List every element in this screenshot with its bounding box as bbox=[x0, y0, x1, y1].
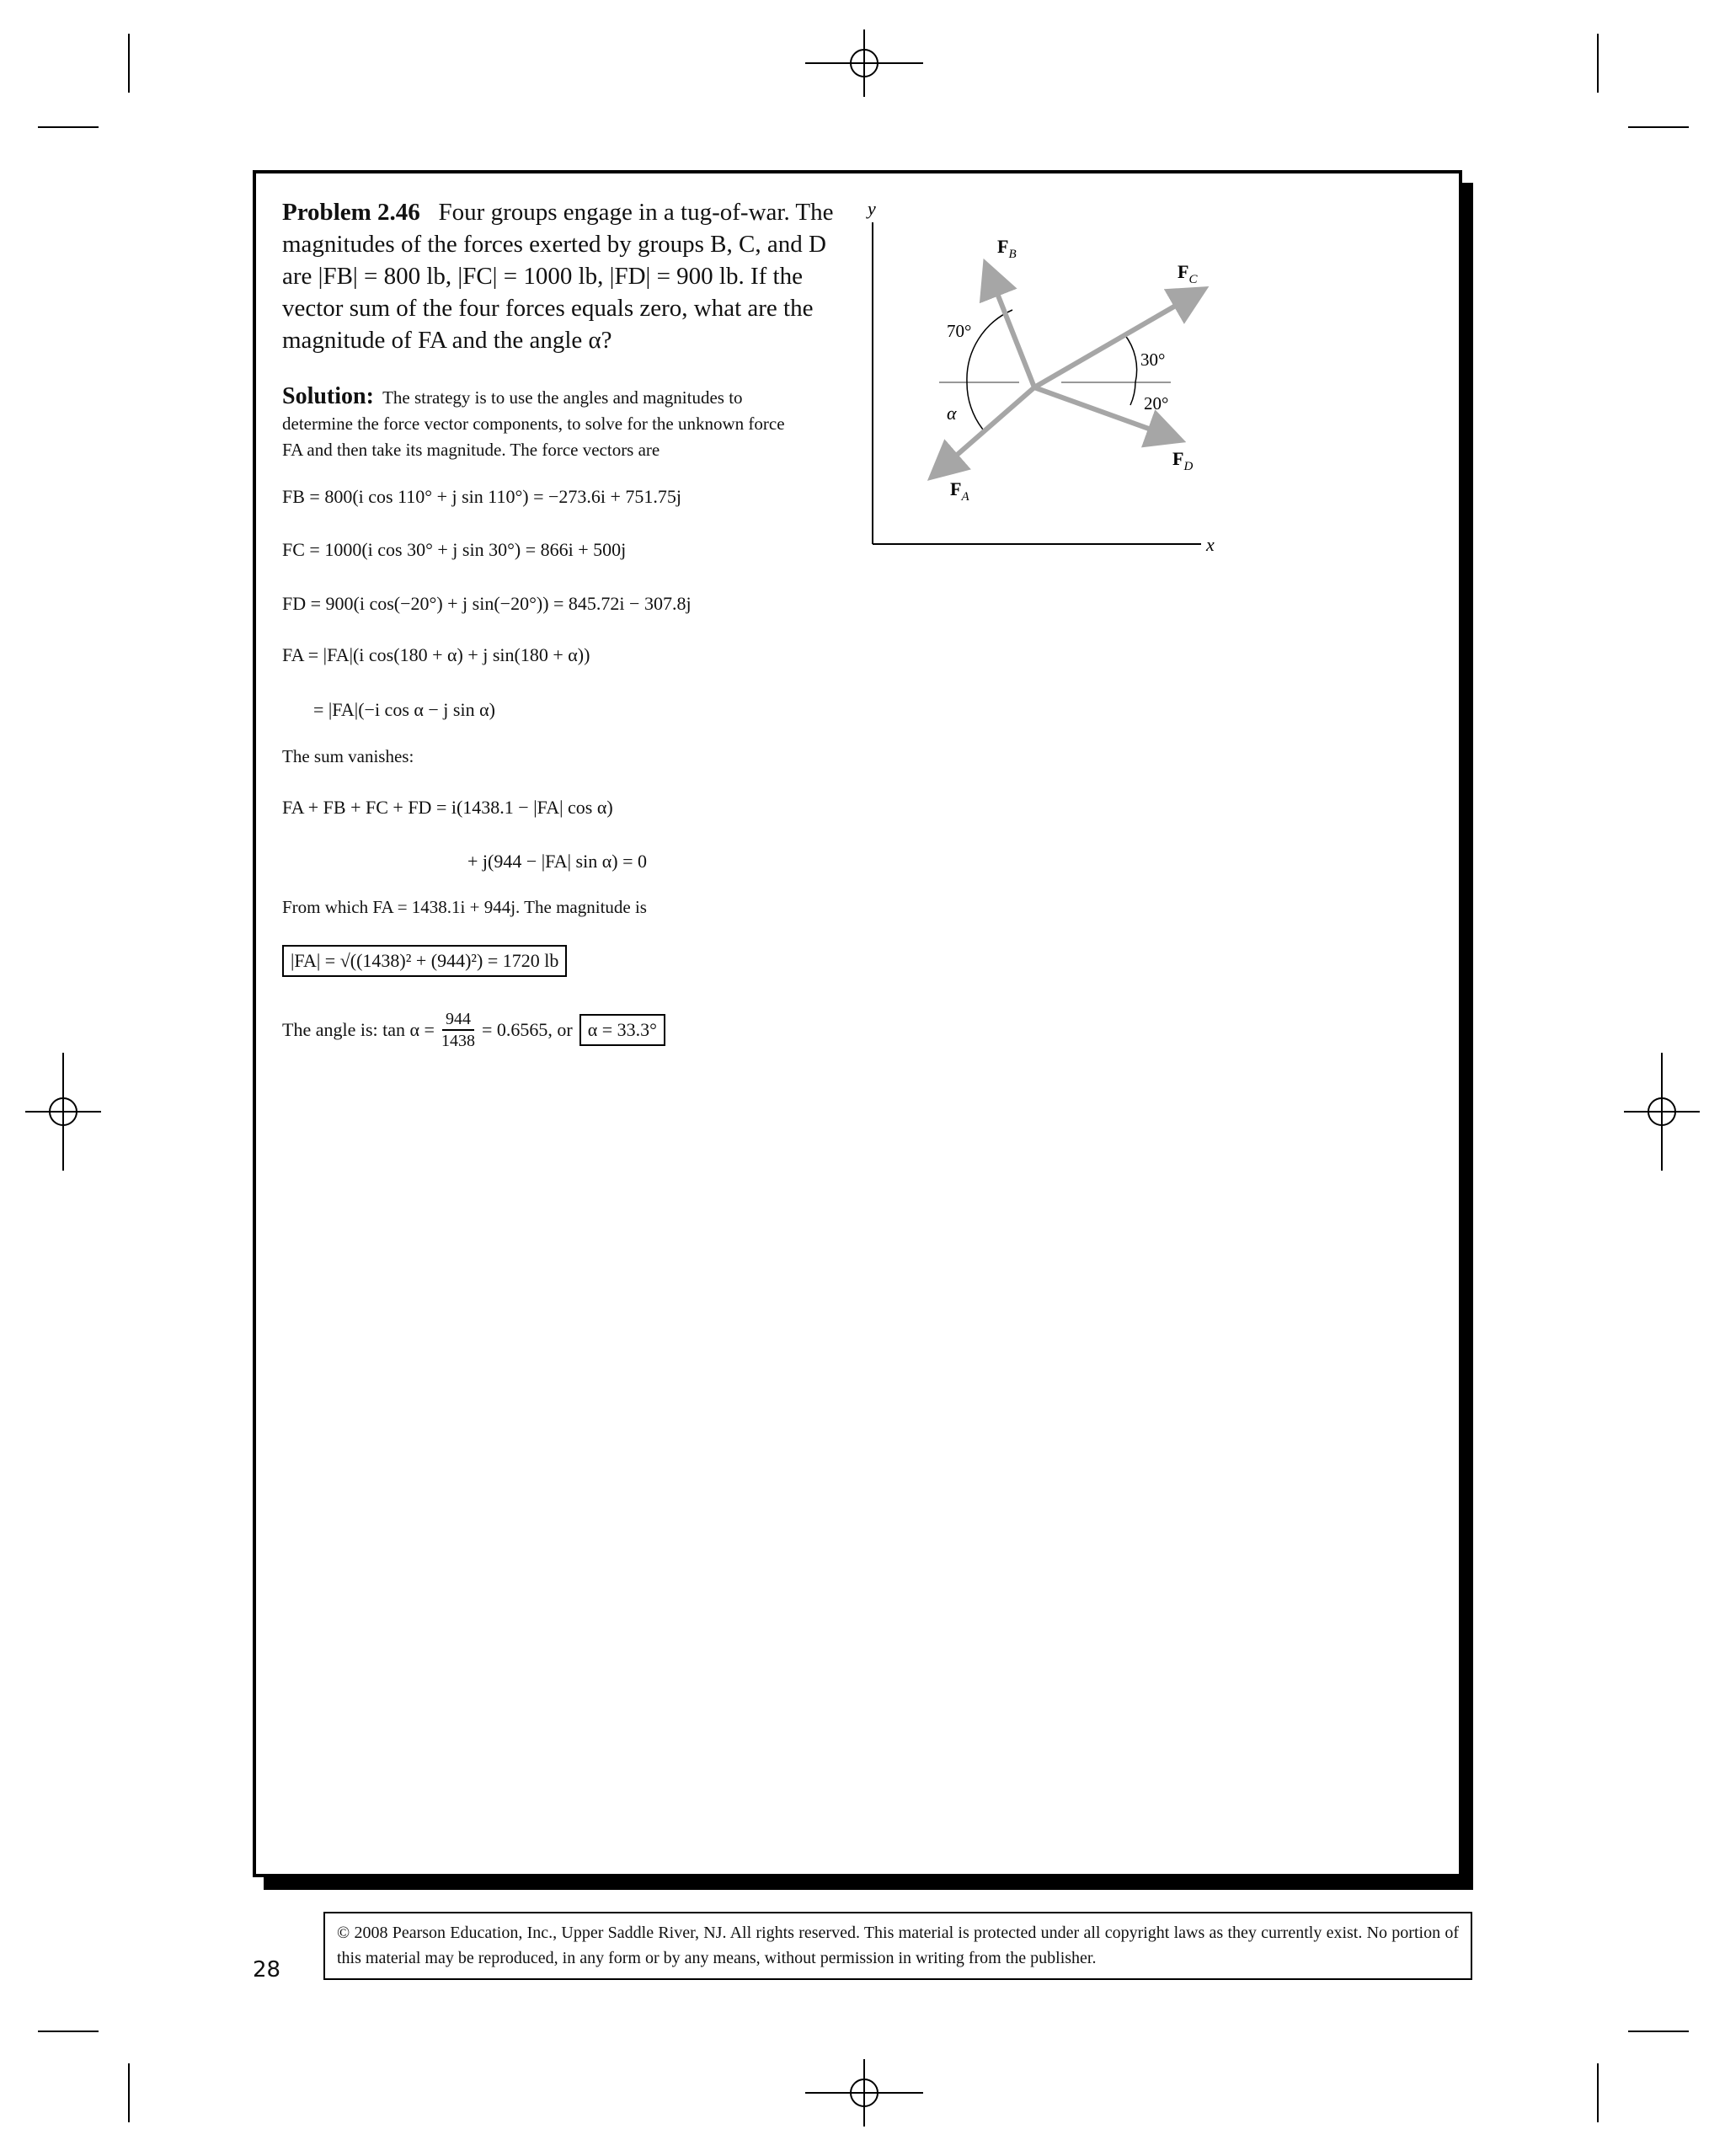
equation-fd: FD = 900(i cos(−20°) + j sin(−20°)) = 845.72i − 307.8j bbox=[282, 593, 692, 614]
force-label-fb: $F_B$ bbox=[997, 236, 1017, 261]
force-diagram bbox=[842, 194, 1247, 564]
angle-fraction bbox=[441, 1009, 475, 1051]
copyright-notice: © 2008 Pearson Education, Inc., Upper Saddle River, NJ. All rights reserved. This material is protected under all copyright laws as they currently exist. No portion of this material may be reproduced, in any form or by any means, without permission in writing from the publisher. bbox=[323, 1912, 1472, 1980]
angle-line bbox=[282, 1009, 665, 1051]
force-label-fa: $F_A$ bbox=[950, 478, 969, 504]
arc-20 bbox=[1130, 382, 1135, 405]
angle-denominator: 1438 bbox=[441, 1032, 475, 1050]
solution-heading: Solution: bbox=[282, 383, 374, 409]
y-axis-label: y bbox=[868, 198, 876, 219]
force-fc-arrow bbox=[1034, 291, 1200, 387]
problem-line-5: magnitude of FA and the angle α? bbox=[282, 327, 612, 354]
angle-label-alpha: α bbox=[947, 403, 957, 424]
registration-mark-bottom bbox=[805, 2055, 923, 2131]
angle-value: = 0.6565, or bbox=[481, 1019, 573, 1040]
problem-line-3: are |FB| = 800 lb, |FC| = 1000 lb, |FD| = 900 lb. If the bbox=[282, 263, 803, 290]
registration-mark-left bbox=[25, 1053, 101, 1171]
angle-numerator: 944 bbox=[442, 1009, 474, 1031]
arc-30 bbox=[1124, 334, 1137, 382]
solution-intro-line-2: determine the force vector components, to solve for the unknown force bbox=[282, 414, 785, 434]
equation-fa: FA = |FA|(i cos(180 + α) + j sin(180 + α)) bbox=[282, 644, 590, 665]
sum-equation-line-1: FA + FB + FC + FD = i(1438.1 − |FA| cos α) bbox=[282, 797, 613, 818]
equation-fc: FC = 1000(i cos 30° + j sin 30°) = 866i + 500j bbox=[282, 539, 627, 560]
x-axis-label: x bbox=[1206, 534, 1215, 555]
angle-label-70: 70° bbox=[947, 321, 972, 341]
equation-fb: FB = 800(i cos 110° + j sin 110°) = −273.6i + 751.75j bbox=[282, 486, 682, 507]
magnitude-result: |FA| = √((1438)² + (944)²) = 1720 lb bbox=[282, 945, 567, 977]
problem-line-2: magnitudes of the forces exerted by groups B, C, and D bbox=[282, 231, 826, 258]
problem-line-1: Four groups engage in a tug-of-war. The bbox=[438, 199, 834, 226]
registration-mark-top bbox=[805, 25, 923, 101]
from-which-text: From which FA = 1438.1i + 944j. The magnitude is bbox=[282, 897, 647, 917]
problem-heading: Problem 2.46 bbox=[282, 199, 420, 226]
solution-intro-line-3: FA and then take its magnitude. The force vectors are bbox=[282, 440, 660, 460]
angle-result: α = 33.3° bbox=[579, 1014, 665, 1046]
solution-intro-line-1: The strategy is to use the angles and magnitudes to bbox=[382, 387, 743, 408]
magnitude-result-box bbox=[282, 945, 567, 977]
page-number: 28 bbox=[253, 1957, 281, 1983]
force-label-fd: $F_D$ bbox=[1172, 448, 1194, 473]
angle-label-20: 20° bbox=[1144, 393, 1169, 414]
equation-fa-expanded: = |FA|(−i cos α − j sin α) bbox=[313, 699, 495, 720]
registration-mark-right bbox=[1624, 1053, 1700, 1171]
force-fa-arrow bbox=[935, 387, 1034, 474]
sum-equation-line-2: + j(944 − |FA| sin α) = 0 bbox=[467, 851, 647, 872]
force-label-fc: $F_C$ bbox=[1178, 261, 1198, 286]
problem-line-4: vector sum of the four forces equals zero, what are the bbox=[282, 295, 814, 322]
problem-statement bbox=[282, 196, 834, 356]
arc-alpha bbox=[967, 382, 983, 430]
force-fb-arrow bbox=[987, 268, 1034, 387]
sum-vanishes-text: The sum vanishes: bbox=[282, 746, 414, 766]
angle-text: The angle is: tan α = bbox=[282, 1019, 435, 1040]
solution-intro bbox=[282, 383, 785, 463]
angle-label-30: 30° bbox=[1140, 350, 1166, 370]
